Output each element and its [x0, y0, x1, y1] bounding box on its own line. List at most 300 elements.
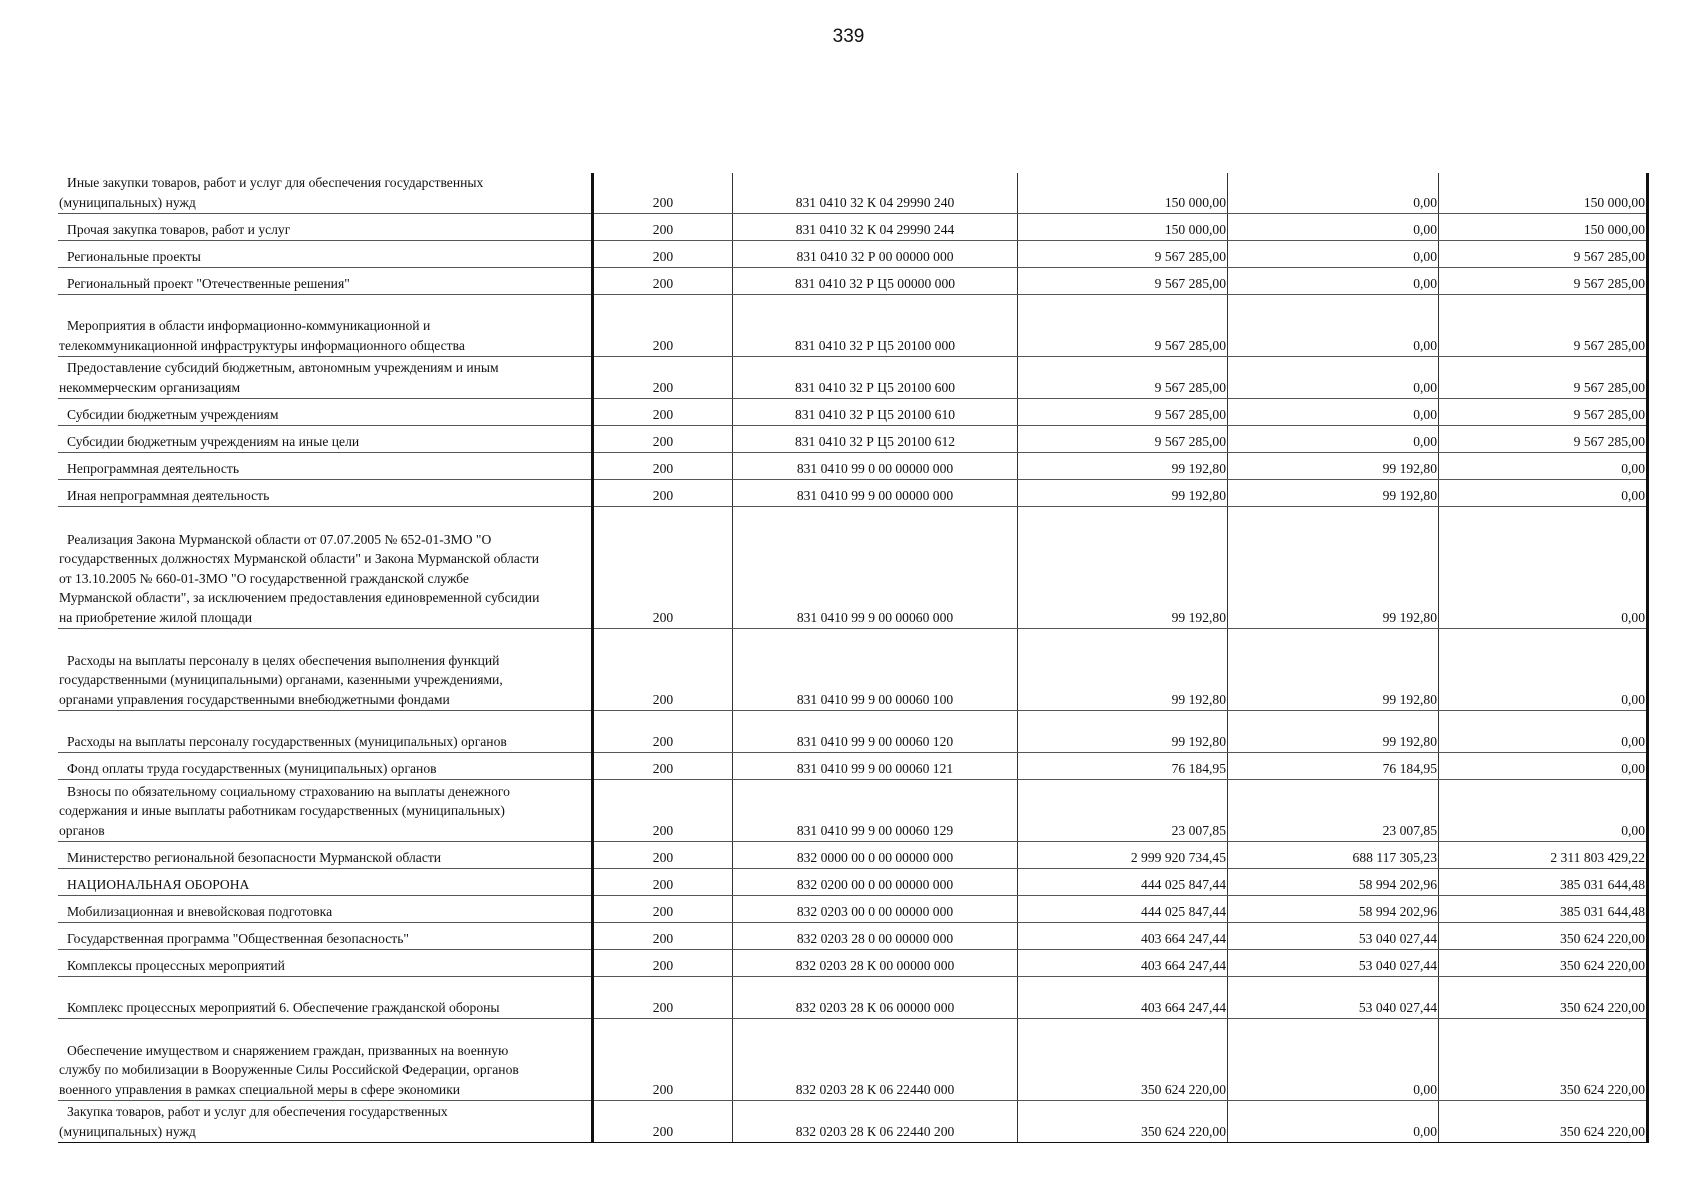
row-v2-text: 0,00 [1413, 337, 1437, 353]
row-classifier-text: 831 0410 99 0 00 00000 000 [796, 460, 954, 476]
row-value-2-cell [1228, 950, 1439, 977]
row-classifier-cell [733, 357, 1018, 399]
row-value-1-cell [1018, 268, 1228, 295]
row-value-3-cell [1439, 295, 1648, 357]
row-name-cell [58, 480, 593, 507]
row-v3-text: 350 624 220,00 [1560, 1123, 1645, 1139]
row-code-text: 200 [652, 379, 674, 395]
row-v2-text: 58 994 202,96 [1358, 903, 1437, 919]
row-value-2-cell [1228, 711, 1439, 753]
row-v2-text: 0,00 [1413, 406, 1437, 422]
row-name-text: Иные закупки товаров, работ и услуг для обеспечения государственных (муниципальных) нужд [59, 175, 484, 210]
row-code-text: 200 [652, 609, 674, 625]
row-code-text: 200 [652, 903, 674, 919]
row-v3-text: 385 031 644,48 [1560, 876, 1645, 892]
row-v2-text: 0,00 [1413, 1123, 1437, 1139]
row-code-text: 200 [652, 691, 674, 707]
row-classifier-text: 831 0410 99 9 00 00060 000 [796, 609, 954, 625]
row-code-cell [593, 426, 733, 453]
row-value-1-cell [1018, 780, 1228, 842]
row-v2-text: 0,00 [1413, 433, 1437, 449]
row-v1-text: 99 192,80 [1171, 691, 1226, 707]
row-name-cell [58, 753, 593, 780]
row-value-3-cell [1439, 268, 1648, 295]
row-value-1-cell [1018, 480, 1228, 507]
row-classifier-text: 831 0410 32 Р Ц5 20100 610 [794, 406, 956, 422]
row-name-text: Расходы на выплаты персоналу в целях обеспечения выполнения функций государственными (муниципальными) органами, казенными учреждениями, органами управления государственными внебюджетными фондами [59, 652, 503, 707]
row-value-3-cell [1439, 426, 1648, 453]
row-name-text: НАЦИОНАЛЬНАЯ ОБОРОНА [67, 876, 250, 892]
row-v2-text: 99 192,80 [1382, 691, 1437, 707]
row-value-2-cell [1228, 241, 1439, 268]
row-name-text: Субсидии бюджетным учреждениям [67, 406, 279, 422]
row-value-3-cell [1439, 357, 1648, 399]
row-v1-text: 99 192,80 [1171, 487, 1226, 503]
row-value-2-cell [1228, 780, 1439, 842]
row-v3-text: 385 031 644,48 [1560, 903, 1645, 919]
row-classifier-cell [733, 399, 1018, 426]
table-row [58, 753, 1648, 780]
row-value-1-cell [1018, 1101, 1228, 1143]
row-v1-text: 99 192,80 [1171, 733, 1226, 749]
row-v3-text: 0,00 [1621, 760, 1645, 776]
row-name-cell [58, 842, 593, 869]
row-name-cell [58, 214, 593, 241]
budget-table [58, 173, 1649, 1143]
row-v1-text: 23 007,85 [1171, 822, 1226, 838]
row-code-cell [593, 923, 733, 950]
budget-table-body [58, 173, 1648, 1143]
row-code-text: 200 [652, 876, 674, 892]
row-v2-text: 58 994 202,96 [1358, 876, 1437, 892]
row-name-cell [58, 896, 593, 923]
row-code-text: 200 [652, 406, 674, 422]
row-classifier-cell [733, 842, 1018, 869]
row-value-3-cell [1439, 480, 1648, 507]
row-v1-text: 444 025 847,44 [1141, 876, 1226, 892]
row-value-3-cell [1439, 173, 1648, 214]
row-classifier-text: 831 0410 99 9 00 00060 100 [796, 691, 954, 707]
row-v3-text: 350 624 220,00 [1560, 930, 1645, 946]
row-v1-text: 99 192,80 [1171, 460, 1226, 476]
row-v1-text: 403 664 247,44 [1141, 999, 1226, 1015]
table-row [58, 869, 1648, 896]
row-value-2-cell [1228, 842, 1439, 869]
row-value-2-cell [1228, 480, 1439, 507]
row-v2-text: 0,00 [1413, 248, 1437, 264]
row-value-3-cell [1439, 869, 1648, 896]
row-value-2-cell [1228, 896, 1439, 923]
row-v2-text: 23 007,85 [1382, 822, 1437, 838]
table-row [58, 780, 1648, 842]
row-name-cell [58, 453, 593, 480]
row-code-text: 200 [652, 221, 674, 237]
row-value-3-cell [1439, 1019, 1648, 1101]
table-row [58, 1019, 1648, 1101]
row-name-text: Расходы на выплаты персоналу государственных (муниципальных) органов [67, 733, 507, 749]
row-code-text: 200 [652, 760, 674, 776]
row-value-2-cell [1228, 1019, 1439, 1101]
row-code-cell [593, 357, 733, 399]
row-classifier-text: 831 0410 32 К 04 29990 244 [795, 221, 955, 237]
row-code-text: 200 [652, 1081, 674, 1097]
row-value-1-cell [1018, 399, 1228, 426]
row-v3-text: 350 624 220,00 [1560, 957, 1645, 973]
row-code-cell [593, 268, 733, 295]
row-name-text: Предоставление субсидий бюджетным, автономным учреждениям и иным некоммерческим организациям [59, 360, 499, 395]
row-v3-text: 150 000,00 [1583, 194, 1645, 210]
table-row [58, 173, 1648, 214]
row-value-1-cell [1018, 453, 1228, 480]
row-v1-text: 9 567 285,00 [1154, 433, 1226, 449]
row-v2-text: 0,00 [1413, 275, 1437, 291]
row-v1-text: 350 624 220,00 [1141, 1081, 1226, 1097]
table-row [58, 357, 1648, 399]
row-value-1-cell [1018, 1019, 1228, 1101]
row-classifier-cell [733, 268, 1018, 295]
row-code-text: 200 [652, 194, 674, 210]
table-row [58, 629, 1648, 711]
row-v2-text: 0,00 [1413, 379, 1437, 395]
row-name-text: Обеспечение имуществом и снаряжением граждан, призванных на военную службу по мобилизации в Вооруженные Силы Российской Федерации, органов военного управления в рамках специальной меры в сфере экономики [59, 1042, 519, 1097]
row-classifier-cell [733, 214, 1018, 241]
row-value-2-cell [1228, 923, 1439, 950]
row-code-text: 200 [652, 337, 674, 353]
row-code-cell [593, 480, 733, 507]
row-value-2-cell [1228, 173, 1439, 214]
row-v1-text: 150 000,00 [1164, 221, 1226, 237]
row-name-text: Непрограммная деятельность [67, 460, 240, 476]
row-code-text: 200 [652, 999, 674, 1015]
table-row [58, 480, 1648, 507]
row-code-cell [593, 896, 733, 923]
row-value-3-cell [1439, 241, 1648, 268]
row-value-3-cell [1439, 923, 1648, 950]
row-v2-text: 99 192,80 [1382, 609, 1437, 625]
row-v1-text: 9 567 285,00 [1154, 379, 1226, 395]
row-classifier-cell [733, 923, 1018, 950]
row-name-cell [58, 629, 593, 711]
row-classifier-text: 831 0410 32 Р Ц5 00000 000 [794, 275, 956, 291]
row-value-3-cell [1439, 753, 1648, 780]
row-classifier-cell [733, 753, 1018, 780]
row-name-text: Комплекс процессных мероприятий 6. Обеспечение гражданской обороны [67, 999, 500, 1015]
row-value-2-cell [1228, 869, 1439, 896]
row-classifier-text: 832 0203 28 К 00 00000 000 [795, 957, 955, 973]
row-v3-text: 350 624 220,00 [1560, 1081, 1645, 1097]
row-value-1-cell [1018, 426, 1228, 453]
table-row [58, 711, 1648, 753]
table-row [58, 977, 1648, 1019]
row-v1-text: 444 025 847,44 [1141, 903, 1226, 919]
row-name-text: Субсидии бюджетным учреждениям на иные цели [67, 433, 360, 449]
row-v3-text: 0,00 [1621, 460, 1645, 476]
row-value-1-cell [1018, 923, 1228, 950]
row-value-1-cell [1018, 295, 1228, 357]
row-code-cell [593, 399, 733, 426]
row-value-3-cell [1439, 629, 1648, 711]
row-value-1-cell [1018, 753, 1228, 780]
row-name-cell [58, 780, 593, 842]
row-value-1-cell [1018, 173, 1228, 214]
row-v3-text: 9 567 285,00 [1573, 275, 1645, 291]
row-classifier-cell [733, 1019, 1018, 1101]
row-classifier-cell [733, 295, 1018, 357]
row-name-text: Региональный проект "Отечественные решения" [67, 275, 350, 291]
row-code-cell [593, 842, 733, 869]
row-value-3-cell [1439, 977, 1648, 1019]
row-name-text: Региональные проекты [67, 248, 201, 264]
table-row [58, 426, 1648, 453]
row-classifier-cell [733, 896, 1018, 923]
row-name-text: Мобилизационная и вневойсковая подготовка [67, 903, 333, 919]
row-code-text: 200 [652, 460, 674, 476]
row-value-2-cell [1228, 357, 1439, 399]
row-code-cell [593, 950, 733, 977]
row-classifier-cell [733, 977, 1018, 1019]
row-v2-text: 53 040 027,44 [1358, 930, 1437, 946]
row-classifier-cell [733, 480, 1018, 507]
table-row [58, 1101, 1648, 1143]
row-v2-text: 53 040 027,44 [1358, 957, 1437, 973]
row-v2-text: 0,00 [1413, 221, 1437, 237]
row-classifier-text: 832 0203 28 К 06 00000 000 [795, 999, 955, 1015]
row-code-text: 200 [652, 1123, 674, 1139]
row-value-1-cell [1018, 357, 1228, 399]
row-name-text: Комплексы процессных мероприятий [67, 957, 285, 973]
row-classifier-cell [733, 453, 1018, 480]
row-code-cell [593, 977, 733, 1019]
row-classifier-text: 832 0203 28 К 06 22440 200 [795, 1123, 955, 1139]
row-classifier-text: 832 0203 28 0 00 00000 000 [796, 930, 954, 946]
row-v3-text: 0,00 [1621, 691, 1645, 707]
row-name-cell [58, 977, 593, 1019]
table-row [58, 453, 1648, 480]
row-v2-text: 99 192,80 [1382, 460, 1437, 476]
row-value-1-cell [1018, 241, 1228, 268]
row-v3-text: 2 311 803 429,22 [1550, 849, 1645, 865]
row-name-text: Прочая закупка товаров, работ и услуг [67, 221, 291, 237]
row-v1-text: 9 567 285,00 [1154, 337, 1226, 353]
row-classifier-text: 832 0203 00 0 00 00000 000 [796, 903, 954, 919]
row-code-cell [593, 711, 733, 753]
row-value-3-cell [1439, 507, 1648, 629]
row-name-text: Иная непрограммная деятельность [67, 487, 270, 503]
row-v3-text: 0,00 [1621, 609, 1645, 625]
row-classifier-text: 831 0410 99 9 00 00000 000 [796, 487, 954, 503]
row-name-text: Реализация Закона Мурманской области от 07.07.2005 № 652-01-ЗМО "О государственных должностях Мурманской области" и Закона Мурманской области от 13.10.2005 № 660-01-ЗМО "О государственной гражданской службе Мурманской области", за исключением предоставления единовременной субсидии на приобретение жилой площади [59, 531, 540, 625]
row-value-2-cell [1228, 977, 1439, 1019]
row-classifier-text: 831 0410 32 Р Ц5 20100 600 [794, 379, 956, 395]
row-code-text: 200 [652, 849, 674, 865]
row-value-1-cell [1018, 842, 1228, 869]
row-code-cell [593, 214, 733, 241]
row-v1-text: 2 999 920 734,45 [1130, 849, 1226, 865]
table-row [58, 507, 1648, 629]
row-value-1-cell [1018, 869, 1228, 896]
row-v2-text: 99 192,80 [1382, 487, 1437, 503]
row-name-text: Взносы по обязательному социальному страхованию на выплаты денежного содержания и иные выплаты работникам государственных (муниципальных) органов [59, 783, 510, 838]
row-name-text: Министерство региональной безопасности Мурманской области [67, 849, 442, 865]
row-code-cell [593, 241, 733, 268]
row-value-1-cell [1018, 507, 1228, 629]
row-value-2-cell [1228, 753, 1439, 780]
row-classifier-cell [733, 241, 1018, 268]
row-value-3-cell [1439, 453, 1648, 480]
row-code-cell [593, 1101, 733, 1143]
table-row [58, 268, 1648, 295]
row-classifier-text: 831 0410 99 9 00 00060 120 [796, 733, 954, 749]
row-v1-text: 9 567 285,00 [1154, 275, 1226, 291]
page-number: 339 [832, 26, 865, 47]
row-value-1-cell [1018, 711, 1228, 753]
row-classifier-cell [733, 507, 1018, 629]
row-v3-text: 0,00 [1621, 822, 1645, 838]
row-classifier-text: 831 0410 99 9 00 00060 121 [796, 760, 954, 776]
row-classifier-cell [733, 426, 1018, 453]
row-classifier-text: 831 0410 32 Р Ц5 20100 000 [794, 337, 956, 353]
row-name-cell [58, 1101, 593, 1143]
row-classifier-text: 832 0200 00 0 00 00000 000 [796, 876, 954, 892]
row-name-text: Мероприятия в области информационно-коммуникационной и телекоммуникационной инфраструктуры информационного общества [59, 318, 465, 353]
row-code-cell [593, 173, 733, 214]
row-value-1-cell [1018, 629, 1228, 711]
row-classifier-cell [733, 173, 1018, 214]
table-row [58, 842, 1648, 869]
table-row [58, 950, 1648, 977]
row-classifier-text: 831 0410 99 9 00 00060 129 [796, 822, 954, 838]
row-v3-text: 0,00 [1621, 487, 1645, 503]
row-name-cell [58, 869, 593, 896]
row-v2-text: 53 040 027,44 [1358, 999, 1437, 1015]
row-code-text: 200 [652, 957, 674, 973]
row-value-1-cell [1018, 950, 1228, 977]
row-name-cell [58, 507, 593, 629]
row-code-text: 200 [652, 248, 674, 264]
table-row [58, 214, 1648, 241]
row-name-cell [58, 923, 593, 950]
row-v3-text: 9 567 285,00 [1573, 337, 1645, 353]
row-classifier-text: 831 0410 32 Р Ц5 20100 612 [794, 433, 956, 449]
row-code-cell [593, 453, 733, 480]
row-value-2-cell [1228, 214, 1439, 241]
row-name-cell [58, 399, 593, 426]
row-v2-text: 0,00 [1413, 194, 1437, 210]
row-code-text: 200 [652, 275, 674, 291]
row-v1-text: 350 624 220,00 [1141, 1123, 1226, 1139]
row-value-2-cell [1228, 268, 1439, 295]
row-code-cell [593, 780, 733, 842]
row-value-3-cell [1439, 950, 1648, 977]
row-name-cell [58, 357, 593, 399]
row-value-3-cell [1439, 399, 1648, 426]
row-name-cell [58, 711, 593, 753]
row-classifier-text: 831 0410 32 К 04 29990 240 [795, 194, 955, 210]
row-v3-text: 9 567 285,00 [1573, 433, 1645, 449]
row-value-2-cell [1228, 453, 1439, 480]
row-v3-text: 9 567 285,00 [1573, 379, 1645, 395]
row-v1-text: 150 000,00 [1164, 194, 1226, 210]
row-code-cell [593, 869, 733, 896]
row-classifier-cell [733, 629, 1018, 711]
row-classifier-text: 831 0410 32 Р 00 00000 000 [796, 248, 954, 264]
table-row [58, 923, 1648, 950]
row-v1-text: 403 664 247,44 [1141, 957, 1226, 973]
row-name-cell [58, 241, 593, 268]
row-name-cell [58, 268, 593, 295]
row-v2-text: 0,00 [1413, 1081, 1437, 1097]
row-classifier-cell [733, 869, 1018, 896]
row-v2-text: 688 117 305,23 [1352, 849, 1437, 865]
row-code-text: 200 [652, 733, 674, 749]
row-classifier-cell [733, 1101, 1018, 1143]
row-v1-text: 99 192,80 [1171, 609, 1226, 625]
row-v3-text: 150 000,00 [1583, 221, 1645, 237]
row-v2-text: 76 184,95 [1382, 760, 1437, 776]
row-v3-text: 0,00 [1621, 733, 1645, 749]
row-v3-text: 9 567 285,00 [1573, 406, 1645, 422]
row-name-cell [58, 1019, 593, 1101]
row-value-1-cell [1018, 977, 1228, 1019]
row-classifier-cell [733, 780, 1018, 842]
row-name-text: Фонд оплаты труда государственных (муниципальных) органов [67, 760, 437, 776]
row-classifier-text: 832 0203 28 К 06 22440 000 [795, 1081, 955, 1097]
row-classifier-cell [733, 950, 1018, 977]
row-v2-text: 99 192,80 [1382, 733, 1437, 749]
row-name-text: Закупка товаров, работ и услуг для обеспечения государственных (муниципальных) нужд [59, 1104, 448, 1139]
row-v3-text: 9 567 285,00 [1573, 248, 1645, 264]
row-code-cell [593, 507, 733, 629]
row-classifier-cell [733, 711, 1018, 753]
row-v1-text: 9 567 285,00 [1154, 406, 1226, 422]
row-value-2-cell [1228, 426, 1439, 453]
table-row [58, 399, 1648, 426]
row-value-3-cell [1439, 1101, 1648, 1143]
row-v1-text: 403 664 247,44 [1141, 930, 1226, 946]
row-code-cell [593, 295, 733, 357]
row-value-3-cell [1439, 896, 1648, 923]
row-code-text: 200 [652, 822, 674, 838]
row-v1-text: 9 567 285,00 [1154, 248, 1226, 264]
row-name-cell [58, 173, 593, 214]
row-code-cell [593, 753, 733, 780]
table-row [58, 295, 1648, 357]
row-value-3-cell [1439, 842, 1648, 869]
row-value-2-cell [1228, 1101, 1439, 1143]
table-row [58, 241, 1648, 268]
row-value-1-cell [1018, 214, 1228, 241]
row-name-cell [58, 426, 593, 453]
row-name-cell [58, 295, 593, 357]
row-value-2-cell [1228, 399, 1439, 426]
row-code-text: 200 [652, 930, 674, 946]
row-code-text: 200 [652, 433, 674, 449]
row-v3-text: 350 624 220,00 [1560, 999, 1645, 1015]
row-v1-text: 76 184,95 [1171, 760, 1226, 776]
row-value-3-cell [1439, 711, 1648, 753]
row-name-text: Государственная программа "Общественная безопасность" [67, 930, 409, 946]
row-value-3-cell [1439, 214, 1648, 241]
row-value-1-cell [1018, 896, 1228, 923]
row-value-2-cell [1228, 629, 1439, 711]
row-value-2-cell [1228, 295, 1439, 357]
table-row [58, 896, 1648, 923]
row-code-cell [593, 629, 733, 711]
row-value-2-cell [1228, 507, 1439, 629]
row-value-3-cell [1439, 780, 1648, 842]
row-name-cell [58, 950, 593, 977]
row-code-text: 200 [652, 487, 674, 503]
